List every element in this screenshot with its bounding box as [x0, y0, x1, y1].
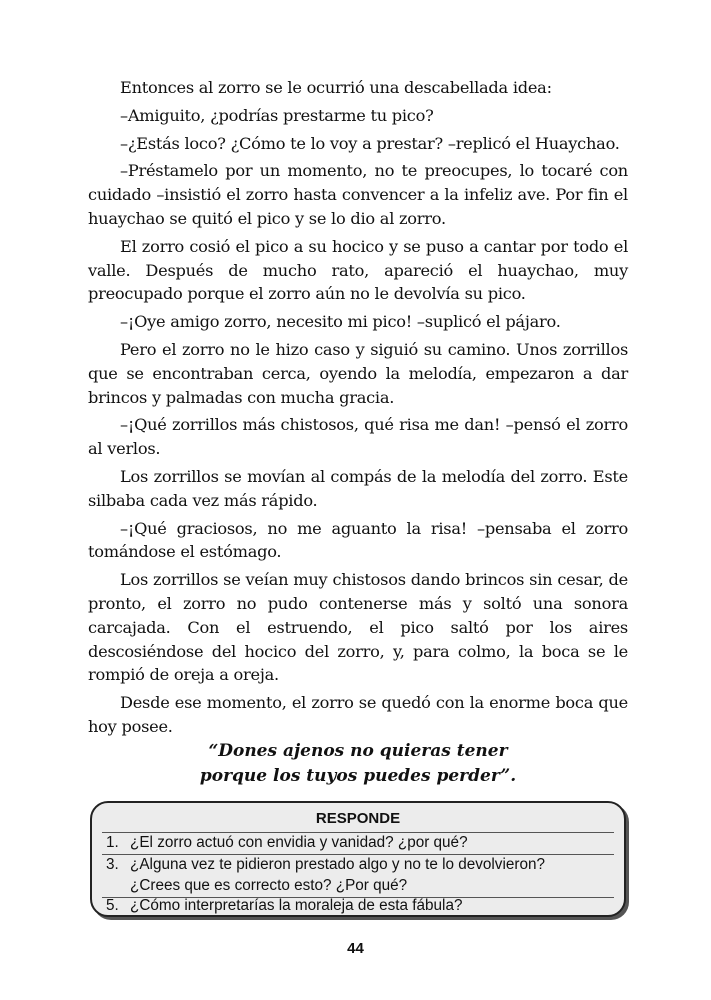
story-paragraph: –¿Estás loco? ¿Cómo te lo voy a prestar? –replicó el Huaychao. — [120, 133, 620, 153]
story-text — [88, 76, 628, 743]
question-number: 1. — [106, 834, 119, 851]
moral-line-2: porque los tuyos puedes perder”. — [199, 766, 517, 786]
moral-quote — [88, 739, 628, 789]
story-paragraph: Los zorrillos se movían al compás de la melodía del zorro. Este silbaba cada vez más rápido. — [88, 466, 628, 510]
question-number: 5. — [106, 897, 119, 914]
responde-box — [90, 801, 626, 917]
story-paragraph: –¡Oye amigo zorro, necesito mi pico! –suplicó el pájaro. — [120, 312, 561, 332]
story-paragraph: –Amiguito, ¿podrías prestarme tu pico? — [120, 105, 434, 125]
responde-title: RESPONDE — [315, 810, 401, 827]
question-text: ¿El zorro actuó con envidia y vanidad? ¿por qué? — [130, 834, 468, 851]
story-paragraph: El zorro cosió el pico a su hocico y se puso a cantar por todo el valle. Después de mucho rato, apareció el huaychao, muy preocupado porque el zorro aún no le devolvía su pico. — [88, 236, 628, 304]
story-paragraph: Desde ese momento, el zorro se quedó con la enorme boca que hoy posee. — [88, 693, 628, 736]
story-paragraph: –Préstamelo por un momento, no te preocupes, lo tocaré con cuidado –insistió el zorro hasta convencer a la infeliz ave. Por fin el huaychao se quitó el pico y se lo dio al zorro. — [88, 161, 628, 228]
story-paragraph: Los zorrillos se veían muy chistosos dando brincos sin cesar, de pronto, el zorro no pudo contenerse más y soltó una sonora carcajada. Con el estruendo, el pico saltó por los aires descosiéndose del hocico del zorro, y, para colmo, la boca se le rompió de oreja a oreja. — [88, 570, 628, 685]
moral-line-1: “Dones ajenos no quieras tener — [208, 741, 508, 761]
story-paragraph: –¡Qué graciosos, no me aguanto la risa! –pensaba el zorro tomándose el estómago. — [88, 518, 628, 562]
question-text: ¿Alguna vez te pidieron prestado algo y no te lo devolvieron? — [130, 856, 545, 873]
question-item — [106, 875, 407, 896]
question-number: 3. — [106, 856, 119, 873]
story-paragraph: –¡Qué zorrillos más chistosos, qué risa me dan! –pensó el zorro al verlos. — [88, 415, 628, 459]
page-number: 44 — [347, 940, 364, 957]
question-text: ¿Cómo interpretarías la moraleja de esta fábula? — [130, 897, 463, 914]
question-text: ¿Crees que es correcto esto? ¿Por qué? — [130, 877, 408, 894]
question-item — [106, 854, 545, 875]
question-item — [106, 832, 468, 853]
story-paragraph: Entonces al zorro se le ocurrió una descabellada idea: — [120, 78, 552, 97]
story-paragraph: Pero el zorro no le hizo caso y siguió su camino. Unos zorrillos que se encontraban cerca, oyendo la melodía, empezaron a dar brincos y palmadas con mucha gracia. — [88, 339, 628, 407]
question-item — [106, 895, 462, 916]
